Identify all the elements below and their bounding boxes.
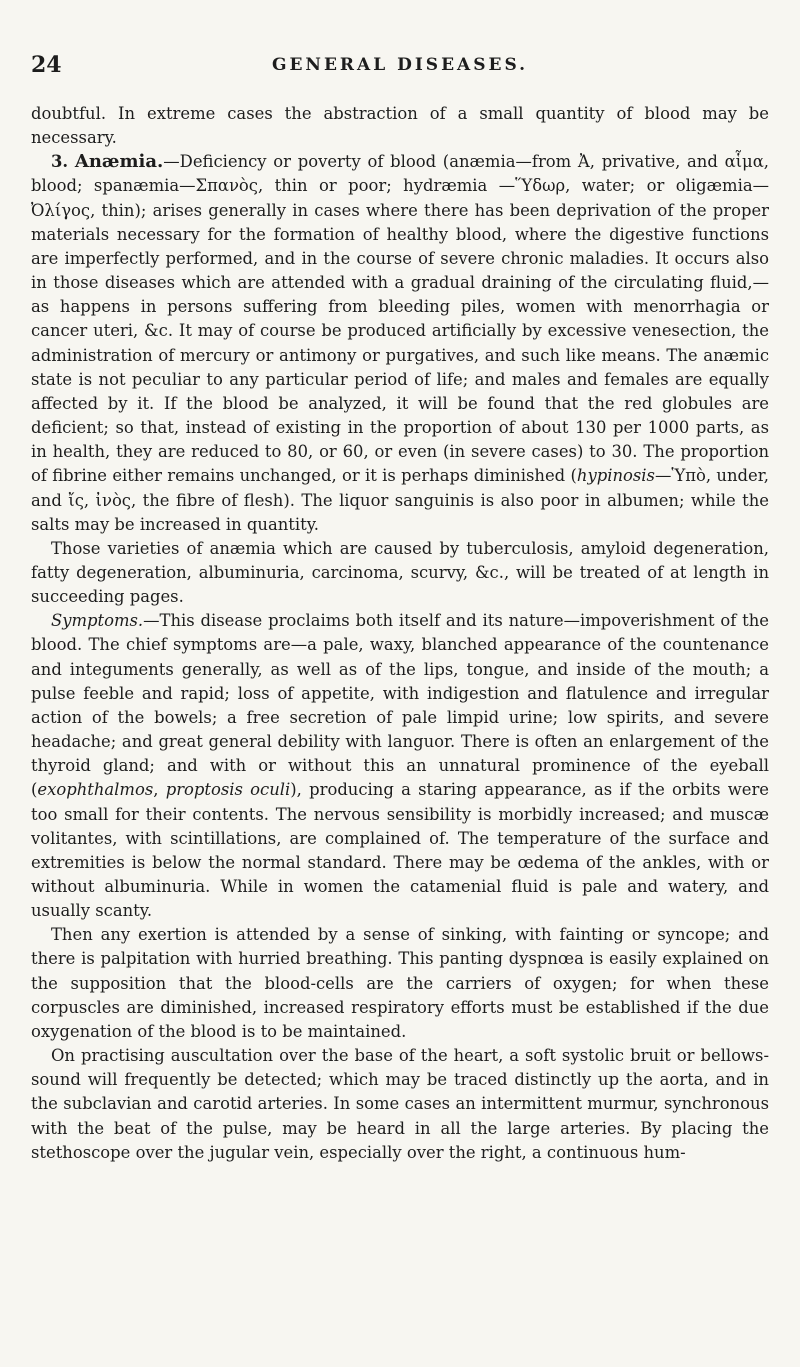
paragraph-text: —Ὑπὸ, under, and ἴς, ἰνὸς, the fibre of flesh). The liquor sanguinis is also poor in albumen; while the salts may be increased in quantity.	[31, 466, 769, 534]
paragraph-continuation: doubtful. In extreme cases the abstraction of a small quantity of blood may be necessary.	[31, 104, 769, 148]
body-text	[31, 102, 769, 1165]
running-head	[31, 52, 769, 82]
running-title: GENERAL DISEASES.	[271, 55, 529, 75]
paragraph-text: ), producing a staring appearance, as if the orbits were too small for their contents. The nervous sensibility is morbidly increased; and muscæ volitantes, with scintillations, are complained of. The temperature of the surface and extremities is below the normal standard. There may be œdema of the ankles, with or without albuminuria. While in women the catamenial fluid is pale and watery, and usually scanty.	[31, 780, 769, 921]
paragraph-anaemia-definition	[31, 150, 769, 537]
paragraph-exertion: Then any exertion is attended by a sense of sinking, with fainting or syncope; and there is palpitation with hurried breathing. This panting dyspnœa is easily explained on the supposition that the blood-cells are the carriers of oxygen; for when these corpuscles are diminished, increased respiratory efforts must be established if the due oxygenation of the blood is to be maintained.	[31, 925, 769, 1041]
term-separator: ,	[153, 780, 166, 800]
symptoms-heading: Symptoms.	[51, 611, 144, 631]
section-number: 3.	[51, 152, 69, 172]
page-number: 24	[31, 52, 62, 78]
term-exophthalmos: exophthalmos	[37, 780, 154, 800]
paragraph-text: —This disease proclaims both itself and its nature—impoverishment of the blood. The chief symptoms are—a pale, waxy, blanched appearance of the countenance and integuments generally, as well as of the lips, tongue, and inside of the mouth; a pulse feeble and rapid; loss of appetite, with indigestion and flatulence and irregular action of the bowels; a free secretion of pale limpid urine; low spirits, and severe headache; and great general debility with languor. There is often an enlargement of the thyroid gland; and with or without this an unnatural prominence of the eyeball (	[31, 611, 769, 800]
book-page	[31, 52, 769, 1165]
term-hypinosis: hypinosis	[576, 466, 655, 486]
section-title: Anæmia.	[74, 151, 164, 173]
paragraph-symptoms	[31, 609, 769, 923]
paragraph-varieties: Those varieties of anæmia which are caused by tuberculosis, amyloid degeneration, fatty degeneration, albuminuria, carcinoma, scurvy, &c., will be treated of at length in succeeding pages.	[31, 538, 769, 607]
term-proptosis-oculi: proptosis oculi	[165, 780, 291, 800]
paragraph-auscultation: On practising auscultation over the base of the heart, a soft systolic bruit or bellows-sound will frequently be detected; which may be traced distinctly up the aorta, and in the subclavian and carotid arteries. In some cases an intermittent murmur, synchronous with the beat of the pulse, may be heard in all the large arteries. By placing the stethoscope over the jugular vein, especially over the right, a continuous hum-	[31, 1046, 769, 1162]
paragraph-text: —Deficiency or poverty of blood (anæmia—from Ἀ, privative, and αἷμα, blood; spanæmia—Σπανὸς, thin or poor; hydræmia —Ὕδωρ, water; or oligæmia—Ὀλίγος, thin); arises generally in cases where there has been deprivation of the proper materials necessary for the formation of healthy blood, where the digestive functions are imperfectly performed, and in the course of severe chronic maladies. It occurs also in those diseases which are attended with a gradual draining of the circulating fluid,—as happens in persons suffering from bleeding piles, women with menorrhagia or cancer uteri, &c. It may of course be produced artificially by excessive venesection, the administration of mercury or antimony or purgatives, and such like means. The anæmic state is not peculiar to any particular period of life; and males and females are equally affected by it. If the blood be analyzed, it will be found that the red globules are deficient; so that, instead of existing in the proportion of about 130 per 1000 parts, as in health, they are reduced to 80, or 60, or even (in severe cases) to 30. The proportion of fibrine either remains unchanged, or it is perhaps diminished (	[31, 152, 769, 486]
